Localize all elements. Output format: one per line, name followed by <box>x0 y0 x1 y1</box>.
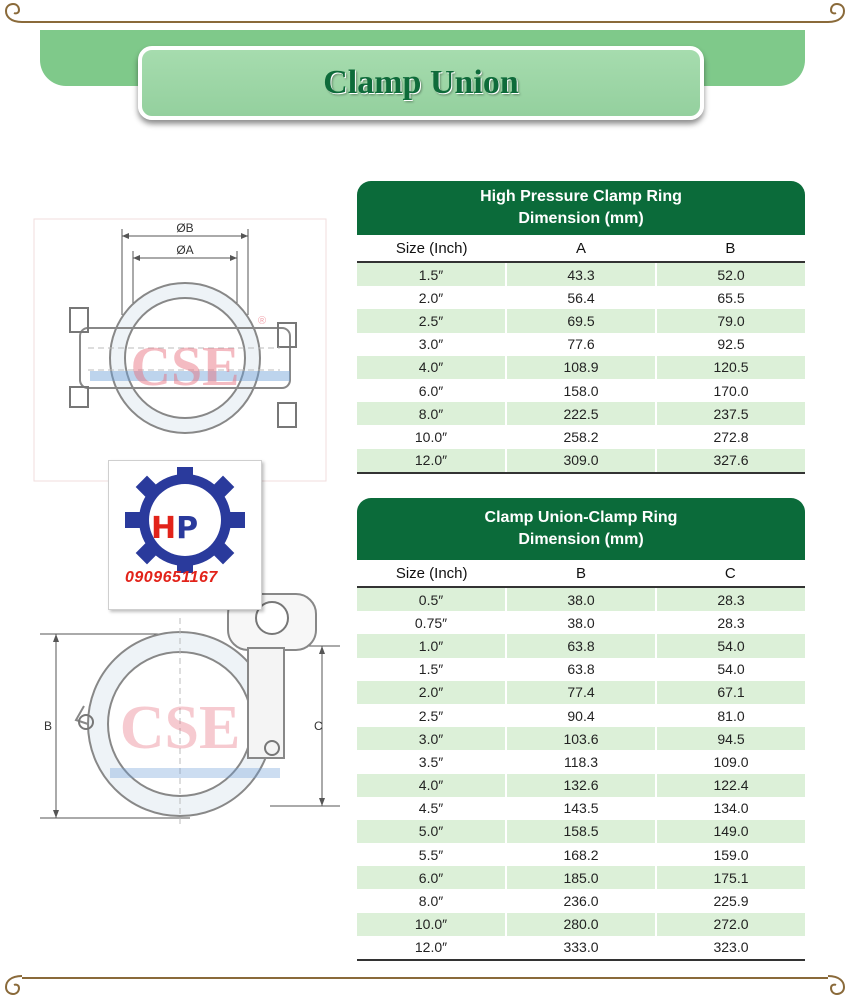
table-cell: 79.0 <box>655 309 805 332</box>
watermark: CSE <box>130 336 240 398</box>
hp-initials <box>151 511 198 546</box>
table-cell: 2.5″ <box>418 312 444 329</box>
table-row <box>357 379 805 402</box>
title-box <box>138 46 704 120</box>
page-title: Clamp Union <box>323 64 519 101</box>
table-cell: 272.0 <box>655 913 805 936</box>
table-row <box>357 658 805 681</box>
table-row <box>357 286 805 309</box>
table2-body <box>357 588 805 961</box>
table1-body <box>357 263 805 474</box>
table2-header <box>357 498 805 560</box>
table-cell: 132.6 <box>505 774 655 797</box>
hp-p: P <box>176 511 199 546</box>
table-row <box>357 843 805 866</box>
table-cell: 12.0″ <box>414 939 448 956</box>
table1-col-b: B <box>725 239 736 257</box>
dia-a-label: ØA <box>176 243 194 257</box>
table1-column-headers <box>357 235 805 263</box>
table-cell: 56.4 <box>505 286 655 309</box>
table-cell: 8.0″ <box>418 405 444 422</box>
table-cell: 118.3 <box>505 750 655 773</box>
table-cell: 2.0″ <box>418 289 444 306</box>
table-cell: 280.0 <box>505 913 655 936</box>
table-cell: 38.0 <box>505 611 655 634</box>
table-cell: 12.0″ <box>414 452 448 469</box>
table-row <box>357 797 805 820</box>
table-cell: 67.1 <box>655 681 805 704</box>
table-cell: 90.4 <box>505 704 655 727</box>
table-row <box>357 425 805 448</box>
table-cell: 323.0 <box>655 936 805 959</box>
table-cell: 158.0 <box>505 379 655 402</box>
table-row <box>357 588 805 611</box>
table-cell: 10.0″ <box>414 916 448 933</box>
table-cell: 2.5″ <box>418 707 444 724</box>
high-pressure-clamp-drawing <box>30 215 330 485</box>
table-cell: 2.0″ <box>418 684 444 701</box>
table-cell: 8.0″ <box>418 893 444 910</box>
table-cell: 175.1 <box>655 866 805 889</box>
corner-curl-icon <box>2 974 24 996</box>
table-cell: 272.8 <box>655 425 805 448</box>
table-cell: 159.0 <box>655 843 805 866</box>
table-row <box>357 913 805 936</box>
table-row <box>357 333 805 356</box>
table-cell: 327.6 <box>655 449 805 472</box>
table-cell: 170.0 <box>655 379 805 402</box>
clamp-union-table <box>357 498 805 961</box>
hp-h: H <box>151 511 177 546</box>
table-cell: 185.0 <box>505 866 655 889</box>
corner-curl-icon <box>826 974 848 996</box>
table-cell: 6.0″ <box>418 869 444 886</box>
table-cell: 6.0″ <box>418 382 444 399</box>
table-cell: 38.0 <box>505 588 655 611</box>
table1-col-a: A <box>575 239 586 257</box>
table1-col-size: Size (Inch) <box>395 239 468 257</box>
table2-title-line1: Clamp Union-Clamp Ring <box>484 509 678 526</box>
frame-top-line <box>22 21 828 23</box>
clamp-union-drawing <box>40 588 340 828</box>
table2-col-c: C <box>724 564 736 582</box>
table-cell: 1.0″ <box>418 637 444 654</box>
table-row <box>357 634 805 657</box>
table-cell: 237.5 <box>655 402 805 425</box>
hp-logo <box>108 460 262 610</box>
table-cell: 52.0 <box>655 263 805 286</box>
table-cell: 4.0″ <box>418 359 444 376</box>
table-cell: 149.0 <box>655 820 805 843</box>
table-cell: 10.0″ <box>414 428 448 445</box>
table-cell: 77.6 <box>505 333 655 356</box>
table-cell: 81.0 <box>655 704 805 727</box>
table-cell: 4.0″ <box>418 777 444 794</box>
table-row <box>357 704 805 727</box>
table-cell: 258.2 <box>505 425 655 448</box>
table2-col-b: B <box>575 564 586 582</box>
table2-title-line2: Dimension (mm) <box>518 531 644 548</box>
table2-column-headers <box>357 560 805 588</box>
table-cell: 309.0 <box>505 449 655 472</box>
table-row <box>357 263 805 286</box>
table-cell: 143.5 <box>505 797 655 820</box>
table-cell: 236.0 <box>505 889 655 912</box>
table-cell: 109.0 <box>655 750 805 773</box>
table-cell: 1.5″ <box>418 266 444 283</box>
table-row <box>357 681 805 704</box>
table-cell: 28.3 <box>655 611 805 634</box>
table-row <box>357 866 805 889</box>
table-cell: 0.75″ <box>414 614 448 631</box>
table-cell: 63.8 <box>505 658 655 681</box>
dia-b-label: ØB <box>176 221 194 235</box>
table-cell: 158.5 <box>505 820 655 843</box>
table-row <box>357 750 805 773</box>
table-cell: 28.3 <box>655 588 805 611</box>
dim-b-label: B <box>44 719 53 733</box>
table-row <box>357 820 805 843</box>
watermark: CSE <box>119 694 241 762</box>
table-cell: 5.0″ <box>418 823 444 840</box>
table-cell: 3.5″ <box>418 753 444 770</box>
table-row <box>357 356 805 379</box>
table-cell: 43.3 <box>505 263 655 286</box>
table-cell: 225.9 <box>655 889 805 912</box>
table-cell: 3.0″ <box>418 730 444 747</box>
table-cell: 4.5″ <box>418 800 444 817</box>
table-cell: 168.2 <box>505 843 655 866</box>
logo-phone: 0909651167 <box>125 569 218 586</box>
table-row <box>357 309 805 332</box>
table-cell: 103.6 <box>505 727 655 750</box>
frame-bottom-line <box>22 977 828 979</box>
table-cell: 77.4 <box>505 681 655 704</box>
table-row <box>357 774 805 797</box>
table2-col-size: Size (Inch) <box>395 564 468 582</box>
table-row <box>357 936 805 959</box>
table-cell: 3.0″ <box>418 336 444 353</box>
table-cell: 222.5 <box>505 402 655 425</box>
corner-curl-icon <box>826 2 848 24</box>
corner-curl-icon <box>2 2 24 24</box>
table-row <box>357 611 805 634</box>
table1-title-line2: Dimension (mm) <box>518 210 644 227</box>
table-row <box>357 449 805 472</box>
table-cell: 54.0 <box>655 658 805 681</box>
table-cell: 122.4 <box>655 774 805 797</box>
table-cell: 54.0 <box>655 634 805 657</box>
table-cell: 5.5″ <box>418 846 444 863</box>
table-cell: 120.5 <box>655 356 805 379</box>
table-row <box>357 402 805 425</box>
high-pressure-table <box>357 181 805 474</box>
table-row <box>357 889 805 912</box>
table-cell: 92.5 <box>655 333 805 356</box>
table-cell: 65.5 <box>655 286 805 309</box>
table-cell: 1.5″ <box>418 661 444 678</box>
table-cell: 333.0 <box>505 936 655 959</box>
table1-header <box>357 181 805 235</box>
table-cell: 69.5 <box>505 309 655 332</box>
table-cell: 134.0 <box>655 797 805 820</box>
table-cell: 63.8 <box>505 634 655 657</box>
table-cell: 108.9 <box>505 356 655 379</box>
table-row <box>357 727 805 750</box>
dim-c-label: C <box>314 719 323 733</box>
registered-mark: ® <box>258 315 267 327</box>
table1-title-line1: High Pressure Clamp Ring <box>480 188 682 205</box>
table-cell: 94.5 <box>655 727 805 750</box>
table-cell: 0.5″ <box>418 591 444 608</box>
